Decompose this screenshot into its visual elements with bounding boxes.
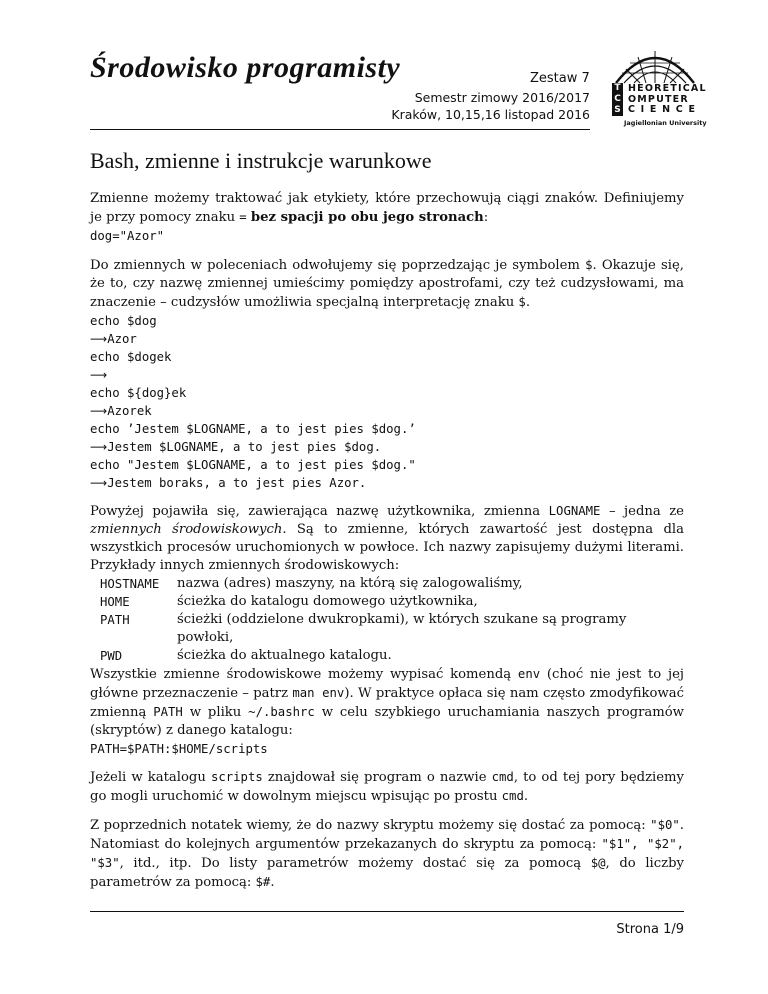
logo-line-3: C I E N C E (628, 104, 697, 115)
example-command: echo "Jestem $LOGNAME, a to jest pies $dog." (90, 458, 416, 472)
logo-letter-s: S (612, 105, 623, 116)
logo-text (628, 84, 707, 116)
example-command: echo ’Jestem $LOGNAME, a to jest pies $dog.’ (90, 422, 416, 436)
tcs-logo (610, 47, 707, 129)
table-row: PWD ścieżka do aktualnego katalogu. (100, 648, 392, 663)
logo-letter-boxes (612, 83, 624, 116)
logo-subtitle: Jagiellonian University (624, 119, 707, 127)
logo-line-2: OMPUTER (628, 93, 689, 105)
paragraph-variable-reference: Do zmiennych w poleceniach odwołujemy się poprzedzając je symbolem $. Okazuje się, że to, czy nazwę zmiennej umieścimy pomiędzy apostrofami, czy też cudzysłowami, ma znaczenie – cudzysłów umożliwia specjalną interpretację znaku $. echo $dog ⟶Azor echo $dogek ⟶ echo ${dog}ek ⟶Azorek echo ’Jestem $LOGNAME, a to jest pies $dog.’ ⟶Jestem $LOGNAME, a to jest pies $dog. echo "Jestem $LOGNAME, a to jest pies $dog." ⟶Jestem boraks, a to jest pies Azor. (90, 258, 684, 490)
document-body (90, 148, 684, 902)
example-command: echo $dog (90, 314, 157, 328)
logo-dome-icon (610, 47, 700, 85)
table-row: HOSTNAME nazwa (adres) maszyny, na którą się zalogowaliśmy, (100, 576, 523, 591)
table-row: HOME ścieżka do katalogu domowego użytkownika, (100, 594, 478, 609)
example-command: echo $dogek (90, 350, 172, 364)
logo-letter-c: C (612, 94, 623, 105)
example-output: ⟶Jestem boraks, a to jest pies Azor. (90, 476, 367, 490)
code-dog-assignment: dog="Azor" (90, 229, 165, 243)
place-date-label: Kraków, 10,15,16 listopad 2016 (391, 107, 590, 122)
logo-line-1: HEORETICAL (628, 83, 707, 94)
document-title: Środowisko programisty (90, 51, 401, 84)
example-output: ⟶Azor (90, 332, 137, 346)
page-header (90, 45, 707, 130)
example-command: echo ${dog}ek (90, 386, 187, 400)
example-output: ⟶ (90, 368, 108, 382)
set-label: Zestaw 7 (530, 71, 590, 86)
logo-letter-t: T (612, 83, 623, 94)
page-number: Strona 1/9 (616, 922, 684, 937)
section-title: Bash, zmienne i instrukcje warunkowe (90, 148, 432, 173)
footer-rule (90, 911, 684, 912)
example-output: ⟶Azorek (90, 404, 152, 418)
examples-list (90, 312, 684, 492)
paragraph-scripts-dir: Jeżeli w katalogu scripts znajdował się program o nazwie cmd, to od tej pory będziemy go mogli uruchomić w dowolnym miejscu wpisując po prostu cmd. (90, 770, 684, 804)
paragraph-environment-variables: Powyżej pojawiła się, zawierająca nazwę użytkownika, zmienna LOGNAME – jedna ze zmiennych środowiskowych. Są to zmienne, których zawartość jest dostępna dla wszystkich procesów uruchomionych w powłoce. Ich nazwy zapisujemy dużymi literami. Przykłady innych zmiennych środowiskowych: HOSTNAME nazwa (adres) maszyny, na którą się zalogowaliśmy, HOME ścieżka do katalogu domowego użytkownika, PATH ścieżki (oddzielone dwukropkami), w których szukane są programy powłoki, PWD ścieżka do aktualnego katalogu. Wszystkie zmienne środowiskowe możemy wypisać komendą env (choć nie jest to jej główne przeznaczenie – patrz man env). W praktyce opłaca się nam często zmodyfikować zmienną PATH w pliku ~/.bashrc w celu szybkiego uruchamiania naszych programów (skryptów) z danego katalogu: PATH=$PATH:$HOME/scripts (90, 504, 684, 756)
header-rule (90, 129, 590, 130)
paragraph-variables-intro: Zmienne możemy traktować jak etykiety, które przechowują ciągi znaków. Definiujemy je przy pomocy znaku = bez spacji po obu jego stronach: dog="Azor" (90, 191, 684, 243)
env-vars-table (100, 575, 684, 665)
table-row: PATH ścieżki (oddzielone dwukropkami), w których szukane są programy powłoki, (100, 612, 627, 645)
example-output: ⟶Jestem $LOGNAME, a to jest pies $dog. (90, 440, 382, 454)
paragraph-script-arguments: Z poprzednich notatek wiemy, że do nazwy skryptu możemy się dostać za pomocą: "$0". Natomiast do kolejnych argumentów przekazanych do skryptu za pomocą: "$1", "$2", "$3", itd., itp. Do listy parametrów możemy dostać się za pomocą $@, do liczby parametrów za pomocą: $#. (90, 818, 684, 890)
semester-label: Semestr zimowy 2016/2017 (414, 90, 590, 105)
code-path-assignment: PATH=$PATH:$HOME/scripts (90, 742, 268, 756)
